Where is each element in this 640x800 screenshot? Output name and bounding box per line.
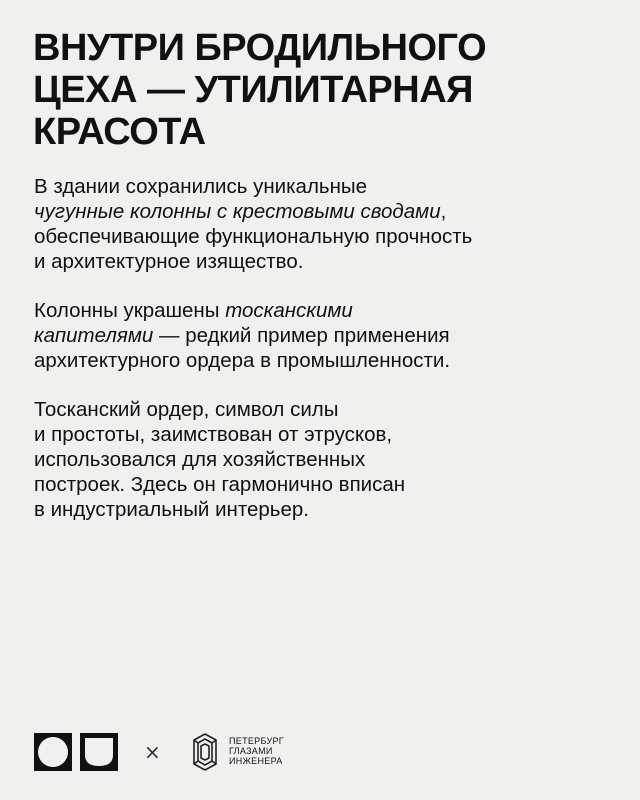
text-line: В здании сохранились уникальные <box>34 175 368 198</box>
partner-text-line: ПЕТЕРБУРГ <box>229 736 284 746</box>
text-fragment: — редкий пример применения <box>153 324 450 347</box>
paragraph-capitals <box>34 298 614 373</box>
text-line: и архитектурное изящество. <box>34 250 304 273</box>
italic-phrase: капителями <box>34 324 154 347</box>
paragraph-tuscan-order <box>34 397 614 522</box>
paragraph-columns <box>34 174 614 274</box>
title-line: ЦЕХА — УТИЛИТАРНАЯ <box>33 69 473 111</box>
text-fragment: , <box>440 200 447 223</box>
text-fragment: Колонны украшены <box>34 299 226 322</box>
shield-logo-icon <box>80 733 118 771</box>
text-line: Тосканский ордер, символ силы <box>34 398 339 421</box>
text-line: в индустриальный интерьер. <box>34 498 309 521</box>
text-line <box>34 199 614 224</box>
title-line: ВНУТРИ БРОДИЛЬНОГО <box>33 27 487 69</box>
text-line: архитектурного ордера в промышленности. <box>34 349 451 372</box>
footer-logos <box>34 733 334 777</box>
partner-logo-text <box>229 736 284 766</box>
page-title <box>33 27 613 153</box>
cube-logo-icon <box>186 730 224 774</box>
text-line: и простоты, заимствован от этрусков, <box>34 423 393 446</box>
title-line: КРАСОТА <box>33 111 206 153</box>
italic-phrase: тосканскими <box>225 299 353 322</box>
text-line <box>34 323 614 348</box>
text-line: использовался для хозяйственных <box>34 448 366 471</box>
collaboration-cross: × <box>144 740 161 764</box>
text-line: построек. Здесь он гармонично вписан <box>34 473 406 496</box>
italic-phrase: чугунные колонны с крестовыми сводами <box>34 200 441 223</box>
text-line: обеспечивающие функциональную прочность <box>34 225 473 248</box>
text-line <box>34 298 614 323</box>
partner-text-line: ГЛАЗАМИ <box>229 746 273 756</box>
circle-logo-icon <box>34 733 72 771</box>
partner-text-line: ИНЖЕНЕРА <box>229 756 283 766</box>
